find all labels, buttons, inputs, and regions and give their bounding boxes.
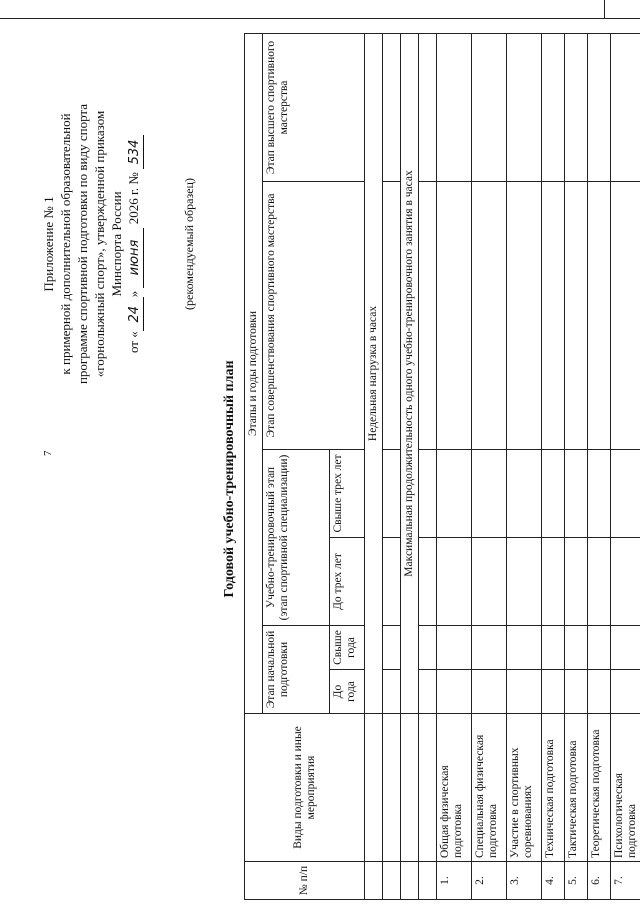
row-number: 5. <box>565 862 588 900</box>
table-cell <box>437 670 472 714</box>
row-number: 2. <box>472 862 507 900</box>
table-cell <box>383 450 401 538</box>
table-row <box>611 33 640 899</box>
table-cell <box>419 182 437 450</box>
table-cell <box>437 626 472 670</box>
date-mid: » <box>126 287 141 298</box>
table-row <box>542 33 565 899</box>
table-cell <box>472 626 507 670</box>
table-cell <box>588 33 611 181</box>
appendix-line: к примерной дополнительной образовательной <box>58 113 73 375</box>
table-cell <box>383 670 401 714</box>
table-cell <box>383 182 401 450</box>
row-label: Техническая подготовка <box>542 714 565 862</box>
stage-perfection-header: Этап совершенствования спортивного мастерства <box>263 182 365 450</box>
max-duration-row <box>401 33 419 899</box>
training-year-1: До трех лет <box>330 538 365 626</box>
row-number: 7. <box>611 862 640 900</box>
table-cell <box>419 450 437 538</box>
row-label: Специальная физическая подготовка <box>472 714 507 862</box>
table-cell <box>419 33 437 181</box>
table-cell <box>565 538 588 626</box>
table-cell <box>507 182 542 450</box>
table-cell <box>365 862 383 900</box>
row-number: 1. <box>437 862 472 900</box>
weekly-load-label: Недельная нагрузка в часах <box>365 33 383 713</box>
table-cell <box>401 714 419 862</box>
date-year: 2026 г. № <box>126 168 141 228</box>
table-cell <box>588 450 611 538</box>
table-cell <box>507 670 542 714</box>
stage-initial-header: Этап начальной подготовки <box>263 626 330 714</box>
plan-title: Годовой учебно-тренировочный план <box>222 360 237 598</box>
table-cell <box>507 626 542 670</box>
initial-year-1: До года <box>330 670 365 714</box>
table-cell <box>383 714 401 862</box>
row-label: Теоретическая подготовка <box>588 714 611 862</box>
handwritten-month: июня <box>126 228 144 288</box>
appendix-header <box>40 34 144 454</box>
table-cell <box>542 182 565 450</box>
table-cell <box>383 626 401 670</box>
table-cell <box>565 670 588 714</box>
initial-year-2: Свыше года <box>330 626 365 670</box>
table-cell <box>419 538 437 626</box>
table-cell <box>611 450 640 538</box>
table-cell <box>383 538 401 626</box>
table-cell <box>401 862 419 900</box>
table-cell <box>588 670 611 714</box>
table-cell <box>365 714 383 862</box>
row-label: Психологическая подготовка <box>611 714 640 862</box>
handwritten-number: 534 <box>126 135 144 169</box>
row-label: Общая физическая подготовка <box>437 714 472 862</box>
table-cell <box>542 670 565 714</box>
stage-training-header: Учебно-тренировочный этап (этап спортивной специализации) <box>263 450 330 626</box>
table-cell <box>611 670 640 714</box>
table-cell <box>542 538 565 626</box>
table-cell <box>419 714 437 862</box>
table-row <box>437 33 472 899</box>
max-duration-values-row <box>419 33 437 899</box>
stage-higher-header: Этап высшего спортивного мастерства <box>263 33 365 181</box>
table-cell <box>437 450 472 538</box>
table-cell <box>565 626 588 670</box>
sample-note: (рекомендуемый образец) <box>182 178 196 310</box>
appendix-line: Минспорта России <box>109 191 124 297</box>
table-cell <box>542 626 565 670</box>
appendix-line: «горнолыжный спорт», утвержденной приказом <box>92 110 107 378</box>
table-row <box>472 33 507 899</box>
table-cell <box>472 182 507 450</box>
table-cell <box>611 538 640 626</box>
table-cell <box>437 538 472 626</box>
table-cell <box>565 450 588 538</box>
training-plan-table <box>244 33 640 900</box>
table-cell <box>588 538 611 626</box>
table-cell <box>419 670 437 714</box>
table-cell <box>419 626 437 670</box>
stages-header: Этапы и годы подготовки <box>245 33 263 713</box>
table-cell <box>472 450 507 538</box>
table-cell <box>588 182 611 450</box>
table-cell <box>565 33 588 181</box>
table-cell <box>507 450 542 538</box>
table-cell <box>472 670 507 714</box>
row-label: Участие в спортивных соревнованиях <box>507 714 542 862</box>
table-row <box>588 33 611 899</box>
table-cell <box>507 538 542 626</box>
table-cell <box>437 182 472 450</box>
table-cell <box>542 33 565 181</box>
header-row-stages <box>245 33 263 899</box>
row-number: 4. <box>542 862 565 900</box>
training-year-2: Свыше трех лет <box>330 450 365 538</box>
max-duration-label: Максимальная продолжительность одного учебно-тренировочного занятия в часах <box>401 33 419 713</box>
page-number: 7 <box>42 450 54 456</box>
table-cell <box>383 33 401 181</box>
order-date-line <box>125 34 144 454</box>
col-num-header: № п/п <box>245 862 365 900</box>
table-cell <box>611 33 640 181</box>
table-cell <box>611 182 640 450</box>
table-row <box>507 33 542 899</box>
table-cell <box>542 450 565 538</box>
appendix-line: программе спортивной подготовки по виду спорта <box>75 103 90 385</box>
table-cell <box>437 33 472 181</box>
appendix-title: Приложение № 1 <box>41 196 56 292</box>
table-cell <box>472 33 507 181</box>
table-cell <box>472 538 507 626</box>
col-kind-header: Виды подготовки и иные мероприятия <box>245 714 365 862</box>
row-label: Тактическая подготовка <box>565 714 588 862</box>
table-cell <box>419 862 437 900</box>
handwritten-day: 24 <box>126 297 144 331</box>
weekly-load-values-row <box>383 33 401 899</box>
table-cell <box>611 626 640 670</box>
table-row <box>565 33 588 899</box>
row-number: 3. <box>507 862 542 900</box>
row-number: 6. <box>588 862 611 900</box>
date-prefix: от « <box>126 331 141 354</box>
table-cell <box>507 33 542 181</box>
table-cell <box>565 182 588 450</box>
weekly-load-row <box>365 33 383 899</box>
table-cell <box>383 862 401 900</box>
table-cell <box>588 626 611 670</box>
